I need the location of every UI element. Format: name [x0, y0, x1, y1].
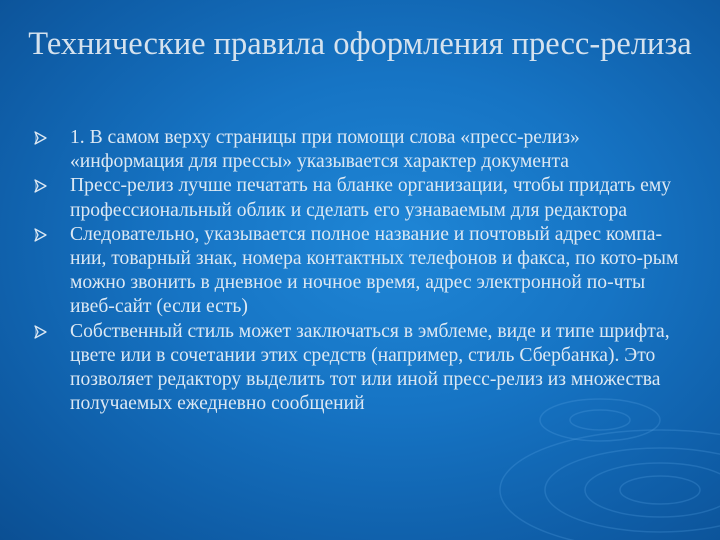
bullet-list [34, 126, 694, 416]
list-item [34, 126, 694, 174]
arrowhead-bullet-icon [34, 131, 47, 145]
slide-title: Технические правила оформления пресс-релиза [28, 26, 692, 62]
bullet-text: Собственный стиль может заключаться в эмблеме, виде и типе шрифта, цвете или в сочетании этих средств (например, стиль Сбербанка). Это позволяет редактору выделить тот или иной пресс-релиз из множества получаемых ежедневно сообщений [70, 320, 670, 415]
list-item [34, 223, 694, 320]
arrowhead-bullet-icon [34, 179, 47, 193]
bullet-text: Пресс-релиз лучше печатать на бланке организации, чтобы придать ему профессиональный облик и сделать его узнаваемым для редактора [70, 175, 672, 221]
bullet-text: 1. В самом верху страницы при помощи слова «пресс-релиз» «информация для прессы» указывается характер документа [70, 127, 580, 173]
list-item [34, 174, 694, 222]
arrowhead-bullet-icon [34, 228, 47, 242]
bullet-text: Следовательно, указывается полное название и почтовый адрес компа-нии, товарный знак, номера контактных телефонов и факса, по кото-рым можно звонить в дневное и ночное время, адрес электронной по-чты ивеб-сайт (если есть) [70, 223, 679, 318]
list-item [34, 320, 694, 417]
arrowhead-bullet-icon [34, 325, 47, 339]
